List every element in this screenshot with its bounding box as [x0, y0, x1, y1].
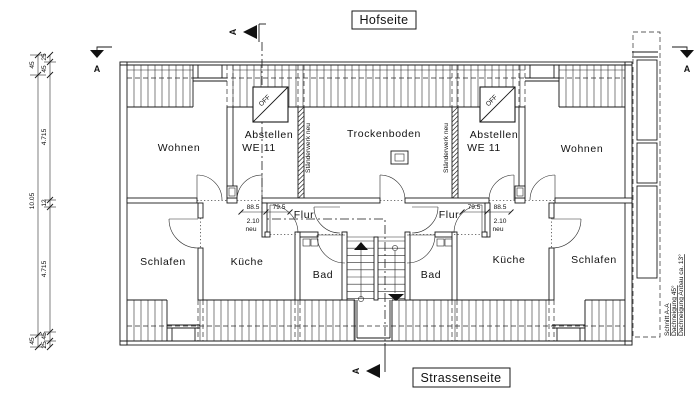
- section-arrow-top: [243, 25, 257, 39]
- dim-corridor-right-d: neu: [492, 226, 504, 233]
- dormer-top-right: [525, 65, 559, 107]
- label-abstellen-right: Abstellen: [469, 129, 519, 141]
- dim-corridor-right-b: 88.5: [493, 204, 507, 211]
- dim-outer-top: 45: [29, 61, 36, 69]
- section-arrow-left: [90, 50, 104, 58]
- eaves-band-top: [127, 65, 625, 107]
- title-hofseite: [352, 11, 416, 29]
- section-letter-right: A: [683, 64, 691, 74]
- dormer-top-left: [193, 65, 227, 107]
- dim-inner-1: 25: [41, 53, 48, 61]
- dim-inner-2: 45: [41, 65, 48, 73]
- gable-wall-left: [120, 62, 127, 345]
- section-letter-left: A: [93, 64, 101, 74]
- dim-corridor-left-d: neu: [245, 226, 257, 233]
- off-label-right: OFF: [484, 93, 500, 109]
- section-arrow-right: [680, 50, 694, 58]
- dim-inner-7: 25: [41, 341, 48, 349]
- title-bottom-text: Strassenseite: [420, 371, 502, 385]
- label-wohnen-right: Wohnen: [560, 143, 604, 155]
- building-shell: [120, 62, 632, 345]
- staircase: [347, 237, 405, 341]
- side-notes: [664, 254, 685, 336]
- note-schnitt: Schnitt A-A: [664, 303, 671, 336]
- label-flur-right: Flur: [438, 209, 460, 221]
- label-abstellen-right-sub: WE 11: [467, 142, 501, 154]
- note-dachneigung-45: Dachneigung 45°: [671, 285, 678, 336]
- label-wohnen-left: Wohnen: [157, 142, 201, 154]
- section-arrow-bottom: [366, 364, 380, 378]
- stair-up-arrow: [354, 242, 368, 250]
- label-abstellen-left-sub: WE 11: [242, 142, 276, 154]
- dim-inner-5: 4.715: [41, 260, 48, 278]
- dim-inner-6: 45: [41, 332, 48, 340]
- label-staenderwerk-left: Ständerwerk neu: [305, 123, 312, 173]
- staenderwerk-wall-left: [298, 107, 304, 200]
- section-letter-bottom: A: [351, 367, 361, 375]
- off-label-left: OFF: [257, 93, 273, 109]
- section-letter-top: A: [228, 28, 238, 36]
- label-kueche-left: Küche: [230, 256, 264, 268]
- dimension-chain-inner: [41, 52, 56, 350]
- gable-wall-right: [625, 62, 632, 345]
- label-schlafen-left: Schlafen: [140, 256, 186, 268]
- dormer-bottom-left: [167, 300, 200, 341]
- note-dachneigung-anbau: Dachneigung Anbau ca. 13°: [678, 254, 685, 336]
- eaves-band-bottom: [127, 300, 625, 341]
- label-kueche-right: Küche: [492, 254, 526, 266]
- title-top-text: Hofseite: [359, 13, 409, 27]
- off-symbol-right: [480, 87, 515, 122]
- off-symbol-left: [253, 87, 288, 122]
- dim-outer-bottom: 45: [29, 337, 36, 345]
- dim-corridor-right-a: 79.5: [467, 204, 481, 211]
- label-abstellen-left: Abstellen: [244, 129, 294, 141]
- dim-corridor-right-c: 2.10: [493, 218, 507, 225]
- label-flur-left: Flur: [293, 209, 315, 221]
- dim-corridor-left-a: 88.5: [246, 204, 260, 211]
- dim-inner-4: 12: [41, 199, 48, 207]
- label-schlafen-right: Schlafen: [571, 254, 617, 266]
- annex-outline: [632, 32, 660, 337]
- label-bad-right: Bad: [420, 269, 442, 281]
- label-staenderwerk-right: Ständerwerk neu: [443, 123, 450, 173]
- label-trockenboden: Trockenboden: [347, 128, 421, 140]
- dim-corridor-left-b: 79.5: [272, 204, 286, 211]
- dim-corridor-left-c: 2.10: [246, 218, 260, 225]
- dim-outer-mid: 10.05: [29, 192, 36, 210]
- title-strassenseite: [413, 368, 510, 387]
- stair-exit: [355, 300, 392, 341]
- label-bad-left: Bad: [312, 269, 334, 281]
- room-labels: [140, 128, 617, 281]
- staenderwerk-wall-right: [452, 107, 458, 200]
- dormer-bottom-right: [552, 300, 585, 341]
- dim-inner-3: 4.715: [41, 128, 48, 146]
- chimney-symbol: [391, 151, 408, 164]
